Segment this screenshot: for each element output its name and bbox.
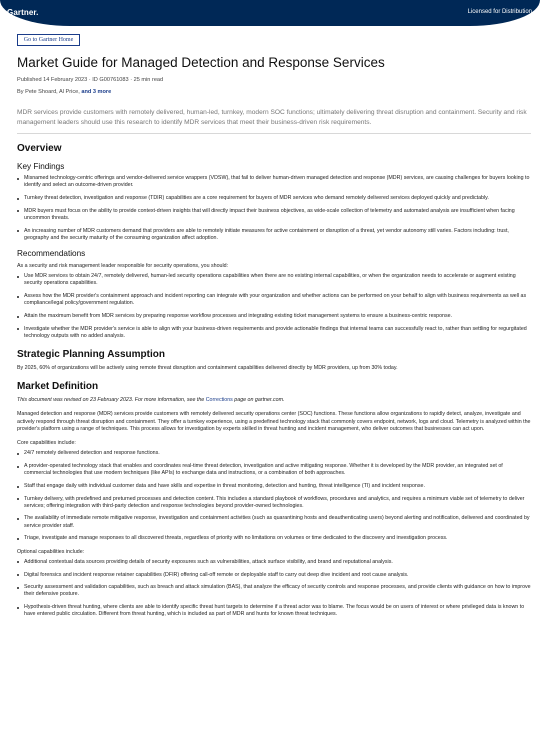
optional-capabilities-list — [17, 559, 531, 619]
document-body — [17, 54, 531, 624]
core-capabilities-list — [17, 450, 531, 542]
go-to-gartner-home-button[interactable]: Go to Gartner Home — [17, 34, 80, 46]
divider — [17, 133, 531, 134]
list-item: Hypothesis-driven threat hunting, where clients are able to identify specific threat hunt targets to determine if a threat actor was to blame. The focus would be on users of interest or where privileged data is known to have entered public circulation. Different from threat hunting, which is included as part of MDR and hunts for known threat techniques. — [17, 604, 531, 618]
strategic-planning-heading: Strategic Planning Assumption — [17, 349, 165, 361]
licensed-label: Licensed for Distribution — [467, 9, 532, 15]
list-item: Investigate whether the MDR provider's service is able to align with your business-driven requirements and provide actionable findings that internal teams can successfully react to, rather than settling for regurgitated technology outputs with no added analysis. — [17, 326, 531, 340]
optional-capabilities-intro: Optional capabilities include: — [17, 548, 85, 555]
market-definition-paragraph: Managed detection and response (MDR) services provide customers with remotely delivered security operations center (SOC) functions. These functions allow organizations to rapidly detect, analyze, investigate and actively respond through threat disruption and containment. They offer a turnkey experience, using a predefined technology stack that commonly covers endpoint, network, logs and cloud. Telemetry is analyzed within the provider's platform using a range of techniques. This process allows for investigation by experts skilled in threat hunting and incident management, who deliver outcomes that businesses can act upon. — [17, 411, 531, 432]
core-capabilities-intro: Core capabilities include: — [17, 440, 76, 447]
recommendations-heading: Recommendations — [17, 248, 86, 258]
authors-names: By Pete Shoard, Al Price, — [17, 89, 82, 95]
overview-heading: Overview — [17, 143, 62, 154]
recommendations-list — [17, 273, 531, 340]
list-item: Attain the maximum benefit from MDR services by preparing response workflow processes and integrating existing ticket management systems to ensure a business-centric response. — [17, 313, 531, 320]
list-item: Digital forensics and incident response retainer capabilities (DFIR) offering call-off remote or deployable staff to carry out deep dive incident and root cause analysis. — [17, 572, 531, 579]
strategic-planning-text: By 2025, 60% of organizations will be actively using remote threat disruption and containment capabilities delivered directly by MDR providers, up from 30% today. — [17, 365, 398, 372]
revision-note-end: page on gartner.com. — [232, 397, 285, 404]
list-item: Use MDR services to obtain 24/7, remotely delivered, human-led security operations capabilities when there are no existing internal capabilities, or when the organization needs to accelerate or augment existing security operations capabilities. — [17, 273, 531, 287]
list-item: MDR buyers must focus on the ability to provide context-driven insights that will directly impact their business objectives, as wide-scale collection of telemetry and automated analysis are insufficient when facing uncommon threats. — [17, 208, 531, 222]
gartner-logo[interactable]: Gartner. — [7, 8, 39, 17]
list-item: Additional contextual data sources providing details of security exposures such as vulnerabilities, attack surface visibility, and brand and reputational analysis. — [17, 559, 531, 566]
list-item: Assess how the MDR provider's containment approach and incident reporting can integrate with your organization and whether actions can be performed on your behalf to align with business requirements as well as compliance/legal policy/government regulation. — [17, 293, 531, 307]
list-item: 24/7 remotely delivered detection and response functions. — [17, 450, 531, 457]
top-bar — [0, 0, 540, 26]
list-item: Turnkey delivery, with predefined and preturned processes and detection content. This includes a standard playbook of workflows, procedures and analytics, and requires a minimum viable set of telemetry to deliver services; offering integration with third-party detection and response technologies beyond provider-owned technologies. — [17, 496, 531, 510]
authors-line — [17, 88, 531, 96]
list-item: The availability of immediate remote mitigative response, investigation and containment activities (such as quarantining hosts and deauthenticating users) beyond alerting and notification, delivered and coordinated by service provider staff. — [17, 515, 531, 529]
list-item: A provider-operated technology stack that enables and coordinates real-time threat detection, investigation and active mitigating response. Whether it is developed by the MDR provider, an integrated set of commercial technologies that use modern techniques (like APIs) to exchange data and instructions, or a combination of both approaches. — [17, 463, 531, 477]
list-item: Staff that engage daily with individual customer data and have skills and expertise in threat monitoring, detection and hunting, threat intelligence (TI) and incident response. — [17, 483, 531, 490]
corrections-link[interactable]: Corrections — [205, 397, 233, 404]
list-item: Security assessment and validation capabilities, such as breach and attack simulation (BAS), that analyze the efficacy of security controls and response processes, and provide clients with guidance on how to improve their defensive posture. — [17, 584, 531, 598]
revision-note-text: This document was revised on 23 February 2023. For more information, see the — [17, 397, 206, 404]
market-definition-heading: Market Definition — [17, 381, 99, 393]
list-item: Misnamed technology-centric offerings and vendor-delivered service wrappers (VDSW), that fail to deliver human-driven managed detection and response (MDR) services, are causing challenges for buyers looking to identify and select an outcome-driven provider. — [17, 175, 531, 189]
summary: MDR services provide customers with remotely delivered, human-led, turnkey, modern SOC functions; ultimately delivering threat disruption and containment. Security and risk management leaders should use this research to identify MDR services that meet their business-driven risk requirements. — [17, 109, 527, 126]
list-item: Triage, investigate and manage responses to all discovered threats, regardless of priority with no limitations on volumes or time dedicated to the discovery and investigation process. — [17, 535, 531, 542]
publication-meta: Published 14 February 2023 · ID G00761083 · 25 min read — [17, 77, 164, 83]
page-title: Market Guide for Managed Detection and Response Services — [17, 55, 385, 70]
key-findings-list — [17, 175, 531, 242]
more-authors-link[interactable]: and 3 more — [81, 89, 112, 95]
recommendations-intro: As a security and risk management leader responsible for security operations, you should: — [17, 262, 229, 269]
list-item: Turnkey threat detection, investigation and response (TDIR) capabilities are a core requirement for buyers of MDR services who demand remotely delivered services deployed quickly and predictably. — [17, 195, 531, 202]
list-item: An increasing number of MDR customers demand that providers are able to remotely initiate measures for active containment or disruption of a threat, yet vendor autonomy still varies. Factors including: trust, geography and the security maturity of the consuming organization affect adoption. — [17, 228, 531, 242]
revision-note — [17, 397, 531, 404]
key-findings-heading: Key Findings — [17, 162, 65, 171]
